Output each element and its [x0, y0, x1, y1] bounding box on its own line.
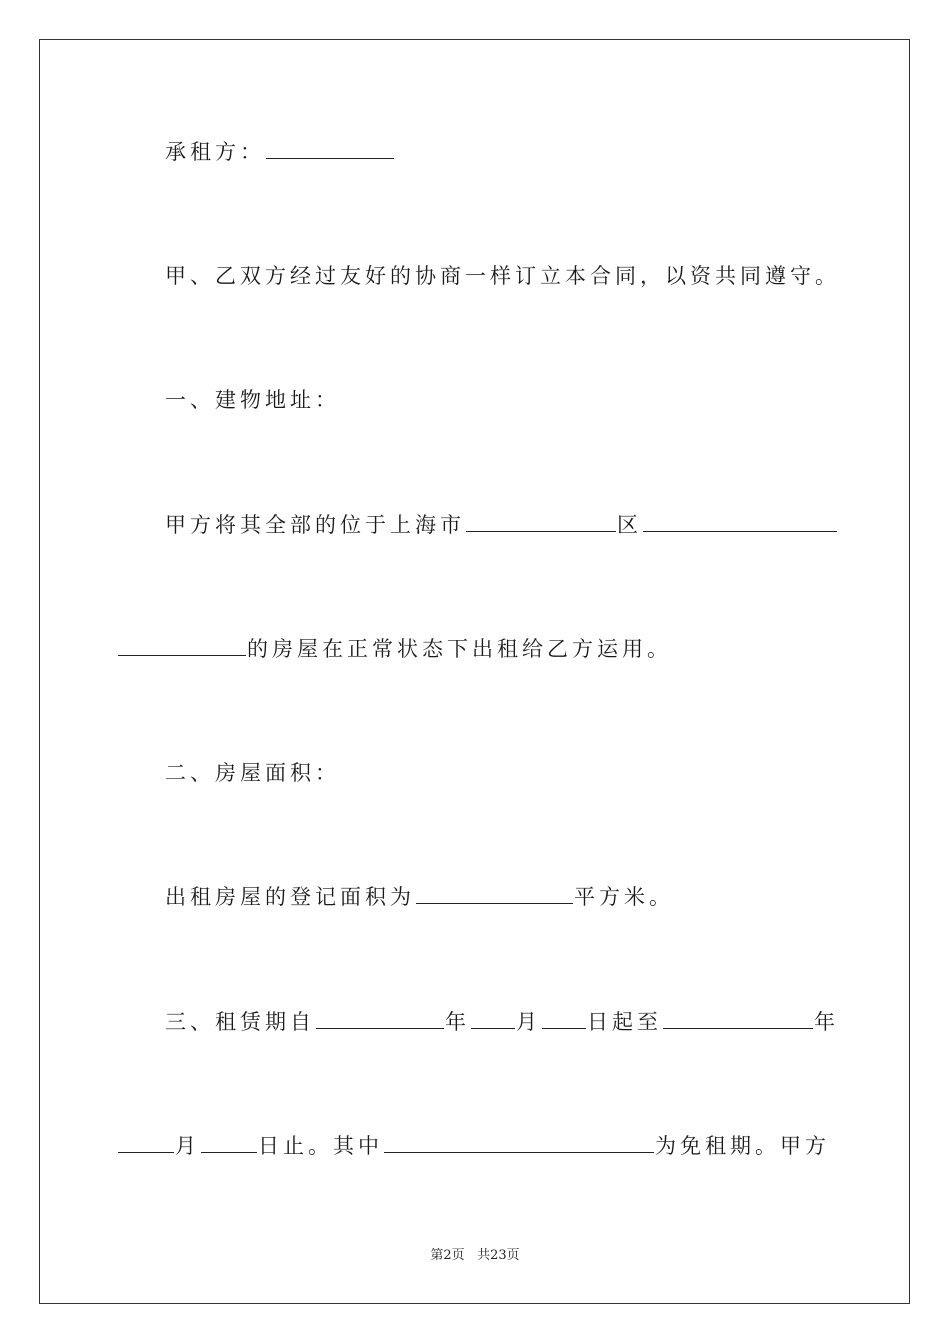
end-day-label: 日止。其中: [258, 1134, 383, 1158]
lessee-label: 承租方：: [165, 140, 265, 164]
area-prefix: 出租房屋的登记面积为: [165, 885, 415, 909]
end-month-blank[interactable]: [118, 1132, 174, 1153]
city-district-blank[interactable]: [466, 511, 616, 532]
lease-term-line-2: [117, 1132, 830, 1160]
area-blank[interactable]: [416, 883, 573, 904]
address-detail-blank[interactable]: [643, 511, 837, 532]
address-line-1: [165, 511, 838, 539]
page-border: [39, 39, 910, 1304]
lease-term-line-1: [165, 1008, 839, 1036]
page-total: 共23页: [477, 1248, 520, 1263]
area-line: [165, 883, 674, 911]
end-year-label: 年: [814, 1010, 839, 1034]
lessee-line: [165, 138, 395, 166]
page-footer: [0, 1247, 950, 1265]
address-suffix: 的房屋在正常状态下出租给乙方运用。: [247, 637, 672, 661]
rent-free-period-blank[interactable]: [384, 1132, 654, 1153]
lessee-blank[interactable]: [266, 138, 394, 159]
district-label: 区: [617, 513, 642, 537]
lease-term-prefix: 三、租赁期自: [165, 1010, 315, 1034]
rent-free-suffix: 为免租期。甲方: [655, 1134, 830, 1158]
end-month-label: 月: [175, 1134, 200, 1158]
section-2-heading: 二、房屋面积：: [165, 761, 340, 785]
start-month-label: 月: [516, 1010, 541, 1034]
end-year-blank[interactable]: [663, 1008, 813, 1029]
section-1-heading: 一、建物地址：: [165, 388, 340, 412]
start-day-blank[interactable]: [542, 1008, 586, 1029]
page-number: 第2页: [430, 1248, 465, 1263]
address-continued-blank[interactable]: [118, 635, 246, 656]
end-day-blank[interactable]: [201, 1132, 257, 1153]
start-year-label: 年: [445, 1010, 470, 1034]
address-line-2: [117, 635, 672, 663]
start-month-blank[interactable]: [471, 1008, 515, 1029]
area-unit: 平方米。: [574, 885, 674, 909]
preamble-text: 甲、乙双方经过友好的协商一样订立本合同，以资共同遵守。: [165, 264, 840, 288]
start-day-label: 日起至: [587, 1010, 662, 1034]
start-year-blank[interactable]: [316, 1008, 444, 1029]
address-prefix: 甲方将其全部的位于上海市: [165, 513, 465, 537]
